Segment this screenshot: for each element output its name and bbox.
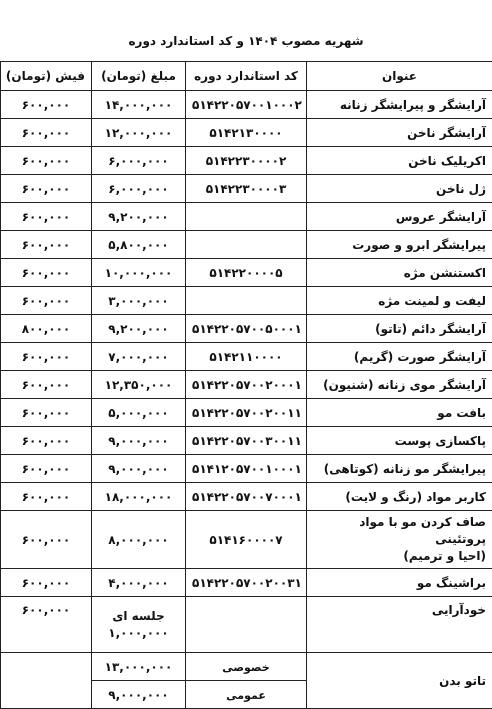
table-row — [1, 91, 492, 119]
row-title: پاکسازی پوست — [307, 427, 492, 455]
row-receipt: ۶۰۰,۰۰۰ — [1, 455, 92, 483]
tattoo-private-label — [186, 653, 307, 681]
row-title: پیرایشگر مو زنانه (کوتاهی) — [307, 455, 492, 483]
table-row — [1, 399, 492, 427]
row-amount: ۱۰,۰۰۰,۰۰۰ — [92, 259, 186, 287]
protein-receipt: ۶۰۰,۰۰۰ — [1, 511, 92, 569]
row-title: آرایشگر موی زنانه (شنیون) — [307, 371, 492, 399]
protein-title-line1: صاف کردن مو با مواد پروتئینی — [313, 514, 486, 548]
selfmakeup-amount-cell — [92, 597, 186, 653]
row-title: لیفت و لمینت مژه — [307, 287, 492, 315]
row-receipt: ۶۰۰,۰۰۰ — [1, 231, 92, 259]
row-receipt: ۶۰۰,۰۰۰ — [1, 147, 92, 175]
row-title: آرایشگر و پیرایشگر زنانه — [307, 91, 492, 119]
row-receipt: ۶۰۰,۰۰۰ — [1, 399, 92, 427]
row-title: ژل ناخن — [307, 175, 492, 203]
row-code — [186, 287, 307, 315]
row-title: آرایشگر ناخن — [307, 119, 492, 147]
row-amount: ۹,۲۰۰,۰۰۰ — [92, 315, 186, 343]
table-header-row — [1, 62, 492, 91]
row-receipt: ۸۰۰,۰۰۰ — [1, 315, 92, 343]
protein-amount: ۸,۰۰۰,۰۰۰ — [92, 511, 186, 569]
row-receipt: ۶۰۰,۰۰۰ — [1, 91, 92, 119]
selfmakeup-amount-value: ۱,۰۰۰,۰۰۰ — [98, 625, 179, 642]
row-code: ۵۱۴۲۱۳۰۰۰۰ — [186, 119, 307, 147]
table-row — [1, 119, 492, 147]
protein-title-line2: (احیا و ترمیم) — [313, 548, 486, 565]
header-receipt: فیش (تومان) — [1, 62, 92, 91]
row-title: آرایشگر دائم (تاتو) — [307, 315, 492, 343]
tattoo-private-label-text: خصوصی — [222, 661, 269, 674]
brushing-title: براشینگ مو — [307, 569, 492, 597]
row-title: اکستنشن مژه — [307, 259, 492, 287]
row-receipt: ۶۰۰,۰۰۰ — [1, 287, 92, 315]
row-receipt: ۶۰۰,۰۰۰ — [1, 371, 92, 399]
row-amount: ۱۲,۰۰۰,۰۰۰ — [92, 119, 186, 147]
selfmakeup-code — [186, 597, 307, 653]
table-row — [1, 427, 492, 455]
row-amount: ۹,۰۰۰,۰۰۰ — [92, 455, 186, 483]
table-row — [1, 175, 492, 203]
row-receipt: ۶۰۰,۰۰۰ — [1, 203, 92, 231]
row-amount: ۵,۰۰۰,۰۰۰ — [92, 399, 186, 427]
row-code — [186, 203, 307, 231]
row-code: ۵۱۴۲۲۰۵۷۰۰۲۰۰۱۱ — [186, 399, 307, 427]
row-amount: ۱۲,۳۵۰,۰۰۰ — [92, 371, 186, 399]
row-title: آرایشگر عروس — [307, 203, 492, 231]
table-row-brushing — [1, 569, 492, 597]
row-amount: ۹,۲۰۰,۰۰۰ — [92, 203, 186, 231]
tattoo-public-label — [186, 681, 307, 709]
table-row — [1, 343, 492, 371]
row-code: ۵۱۴۲۲۳۰۰۰۰۲ — [186, 147, 307, 175]
header-code: کد استاندارد دوره — [186, 62, 307, 91]
row-code: ۵۱۴۲۲۳۰۰۰۰۳ — [186, 175, 307, 203]
row-code — [186, 231, 307, 259]
table-row-tattoo-private — [1, 653, 492, 681]
table-row — [1, 231, 492, 259]
row-title: کاربر مواد (رنگ و لایت) — [307, 483, 492, 511]
brushing-code: ۵۱۴۲۲۰۵۷۰۰۲۰۰۳۱ — [186, 569, 307, 597]
tattoo-public-amount: ۹,۰۰۰,۰۰۰ — [92, 681, 186, 709]
table-row — [1, 259, 492, 287]
table-row — [1, 483, 492, 511]
tattoo-private-amount: ۱۳,۰۰۰,۰۰۰ — [92, 653, 186, 681]
row-amount: ۶,۰۰۰,۰۰۰ — [92, 175, 186, 203]
row-code: ۵۱۴۲۲۰۵۷۰۰۵۰۰۰۱ — [186, 315, 307, 343]
row-code: ۵۱۴۲۲۰۵۷۰۰۲۰۰۰۱ — [186, 371, 307, 399]
row-code: ۵۱۴۲۲۰۵۷۰۰۱۰۰۰۲ — [186, 91, 307, 119]
row-receipt: ۶۰۰,۰۰۰ — [1, 175, 92, 203]
table-row — [1, 203, 492, 231]
brushing-receipt: ۶۰۰,۰۰۰ — [1, 569, 92, 597]
row-amount: ۹,۰۰۰,۰۰۰ — [92, 427, 186, 455]
table-row — [1, 371, 492, 399]
row-code: ۵۱۴۲۱۱۰۰۰۰ — [186, 343, 307, 371]
protein-code: ۵۱۴۱۶۰۰۰۰۷ — [186, 511, 307, 569]
tattoo-receipt — [1, 653, 92, 709]
selfmakeup-receipt: ۶۰۰,۰۰۰ — [1, 597, 92, 653]
row-title: بافت مو — [307, 399, 492, 427]
row-receipt: ۶۰۰,۰۰۰ — [1, 427, 92, 455]
header-title: عنوان — [307, 62, 492, 91]
row-receipt: ۶۰۰,۰۰۰ — [1, 483, 92, 511]
row-code: ۵۱۴۱۲۰۵۷۰۰۱۰۰۰۱ — [186, 455, 307, 483]
row-amount: ۱۸,۰۰۰,۰۰۰ — [92, 483, 186, 511]
row-code: ۵۱۴۲۲۰۵۷۰۰۷۰۰۰۱ — [186, 483, 307, 511]
selfmakeup-amount-label: جلسه ای — [98, 608, 179, 625]
row-amount: ۵,۸۰۰,۰۰۰ — [92, 231, 186, 259]
row-receipt: ۶۰۰,۰۰۰ — [1, 259, 92, 287]
header-amount: مبلغ (تومان) — [92, 62, 186, 91]
row-title: پیرایشگر ابرو و صورت — [307, 231, 492, 259]
table-row-protein — [1, 511, 492, 569]
tattoo-public-label-text: عمومی — [226, 689, 266, 702]
row-code: ۵۱۴۲۲۰۵۷۰۰۳۰۰۱۱ — [186, 427, 307, 455]
table-row — [1, 147, 492, 175]
row-receipt: ۶۰۰,۰۰۰ — [1, 343, 92, 371]
row-code: ۵۱۴۲۲۰۰۰۰۵ — [186, 259, 307, 287]
table-row-selfmakeup — [1, 597, 492, 653]
table-row — [1, 455, 492, 483]
brushing-amount: ۴,۰۰۰,۰۰۰ — [92, 569, 186, 597]
row-amount: ۱۴,۰۰۰,۰۰۰ — [92, 91, 186, 119]
row-amount: ۶,۰۰۰,۰۰۰ — [92, 147, 186, 175]
row-receipt: ۶۰۰,۰۰۰ — [1, 119, 92, 147]
row-amount: ۳,۰۰۰,۰۰۰ — [92, 287, 186, 315]
table-row — [1, 287, 492, 315]
fees-table — [0, 61, 492, 709]
tattoo-title: تاتو بدن — [307, 653, 492, 709]
row-title: آرایشگر صورت (گریم) — [307, 343, 492, 371]
selfmakeup-title: خودآرایی — [307, 597, 492, 653]
table-row — [1, 315, 492, 343]
row-amount: ۷,۰۰۰,۰۰۰ — [92, 343, 186, 371]
protein-title-cell — [307, 511, 492, 569]
page-title: شهریه مصوب ۱۴۰۴ و کد استاندارد دوره — [0, 34, 492, 48]
row-title: اکریلیک ناخن — [307, 147, 492, 175]
